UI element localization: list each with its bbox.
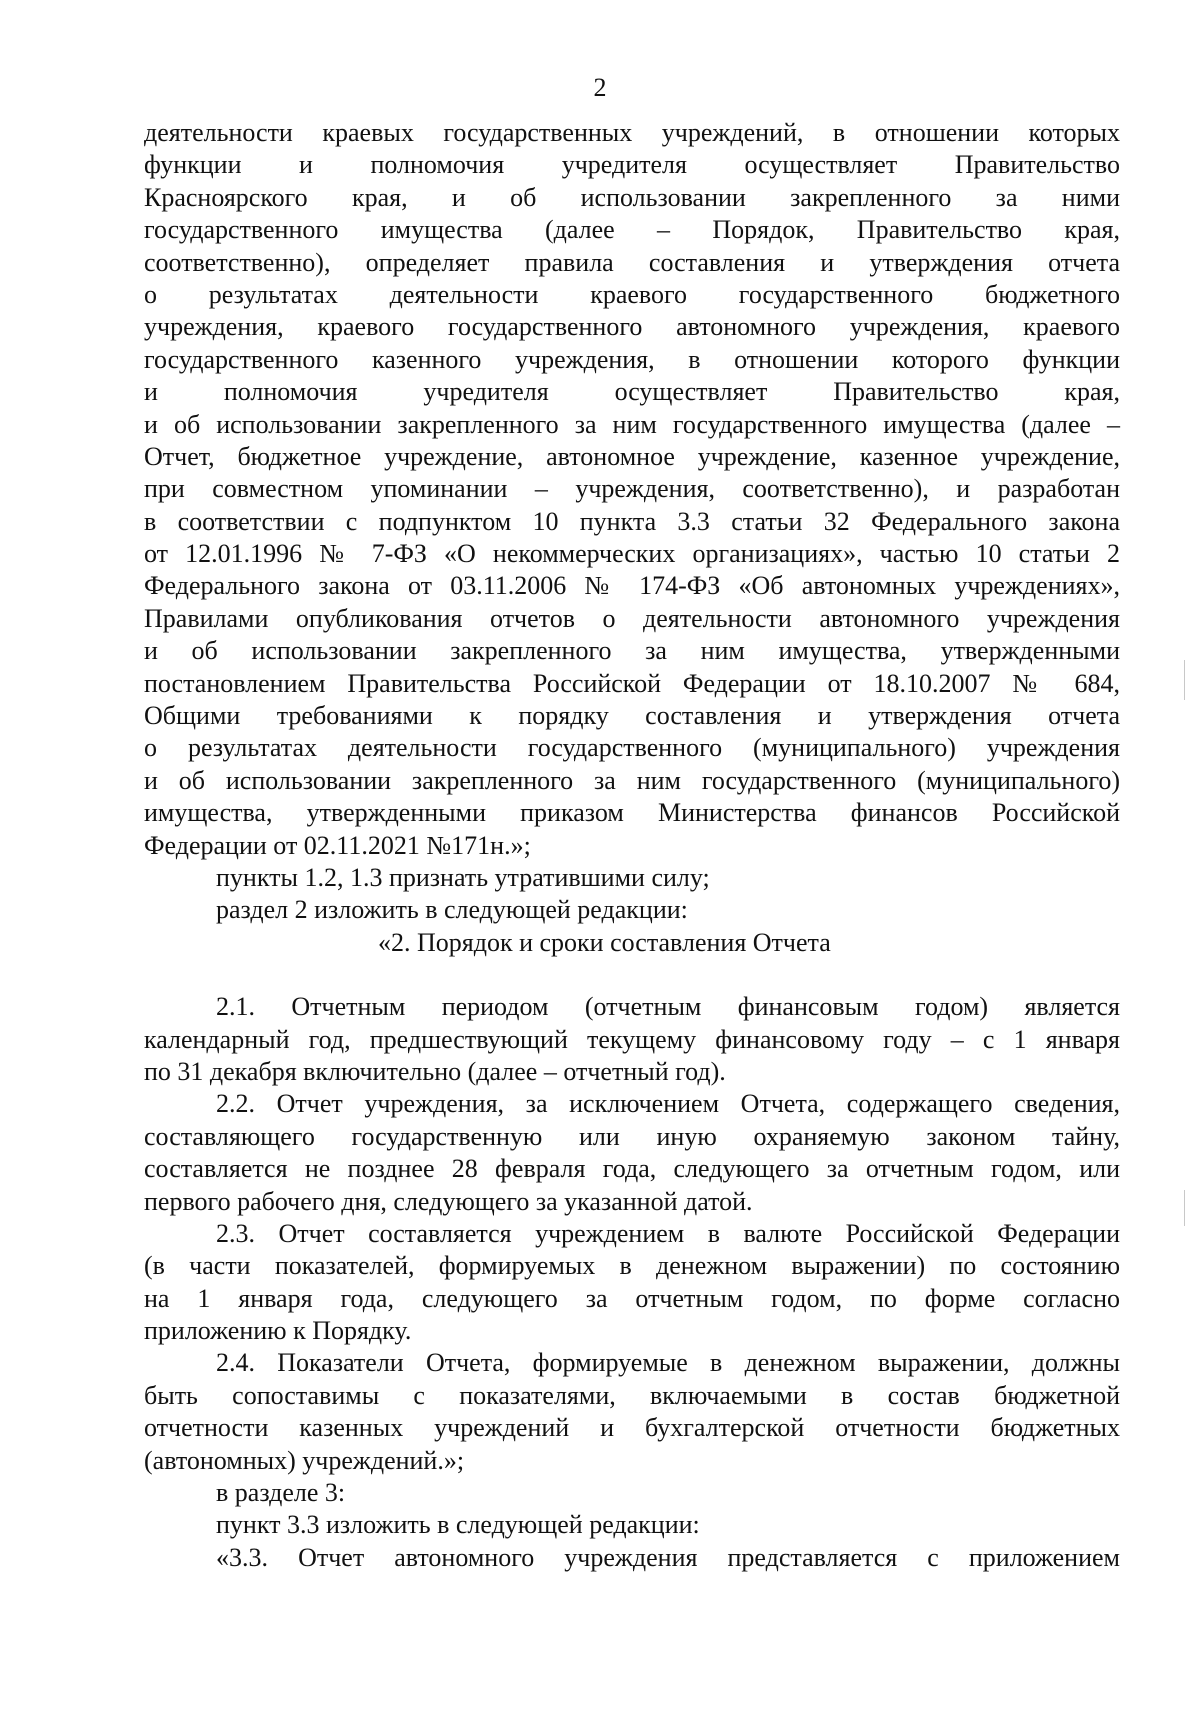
text-line: календарный год, предшествующий текущему финансовому году – с 1 января bbox=[144, 1024, 1120, 1054]
text-line: Отчет, бюджетное учреждение, автономное учреждение, казенное учреждение, bbox=[144, 441, 1120, 471]
text-line: Правилами опубликования отчетов о деятельности автономного учреждения bbox=[144, 603, 1120, 633]
text-line: постановлением Правительства Российской Федерации от 18.10.2007 № 684, bbox=[144, 668, 1120, 698]
text-line: государственного имущества (далее – Порядок, Правительство края, bbox=[144, 215, 1120, 245]
text-line: при совместном упоминании – учреждения, соответственно), и разработан bbox=[144, 474, 1120, 504]
text-line: приложению к Порядку. bbox=[144, 1316, 412, 1346]
text-line: первого рабочего дня, следующего за указанной датой. bbox=[144, 1186, 753, 1216]
text-line: и полномочия учредителя осуществляет Правительство края, bbox=[144, 377, 1120, 407]
paragraph-2-1 bbox=[144, 991, 1120, 1088]
amendment-point-1: пункты 1.2, 1.3 признать утратившими силу; bbox=[216, 862, 710, 892]
text-line: и об использовании закрепленного за ним имущества, утвержденными bbox=[144, 636, 1120, 666]
text-line: 2.2. Отчет учреждения, за исключением Отчета, содержащего сведения, bbox=[216, 1089, 1120, 1119]
text-line: о результатах деятельности государственного (муниципального) учреждения bbox=[144, 733, 1120, 763]
text-line: 2.1. Отчетным периодом (отчетным финансовым годом) является bbox=[216, 992, 1120, 1022]
amendment-point-2: раздел 2 изложить в следующей редакции: bbox=[216, 895, 688, 925]
paragraph-2-3 bbox=[144, 1218, 1120, 1348]
text-line: 2.3. Отчет составляется учреждением в валюте Российской Федерации bbox=[216, 1218, 1120, 1248]
text-line: составляющего государственную или иную охраняемую законом тайну, bbox=[144, 1121, 1120, 1151]
paragraph-2-4 bbox=[144, 1347, 1120, 1477]
text-line: в соответствии с подпунктом 10 пункта 3.3 статьи 32 Федерального закона bbox=[144, 506, 1120, 536]
text-line: о результатах деятельности краевого государственного бюджетного bbox=[144, 279, 1120, 309]
text-line: Федерации от 02.11.2021 №171н.»; bbox=[144, 830, 531, 860]
text-line: 2.4. Показатели Отчета, формируемые в денежном выражении, должны bbox=[216, 1348, 1120, 1378]
section-heading: «2. Порядок и сроки составления Отчета bbox=[378, 927, 831, 957]
text-line: отчетности казенных учреждений и бухгалтерской отчетности бюджетных bbox=[144, 1413, 1120, 1443]
text-line: и об использовании закрепленного за ним государственного имущества (далее – bbox=[144, 409, 1120, 439]
text-line: государственного казенного учреждения, в отношении которого функции bbox=[144, 344, 1120, 374]
text-line: быть сопоставимы с показателями, включаемыми в состав бюджетной bbox=[144, 1380, 1120, 1410]
scan-artifact bbox=[1184, 660, 1185, 700]
text-line: и об использовании закрепленного за ним государственного (муниципального) bbox=[144, 765, 1120, 795]
point-3-3-start: «3.3. Отчет автономного учреждения представляется с приложением bbox=[216, 1542, 1120, 1572]
text-line: деятельности краевых государственных учреждений, в отношении которых bbox=[144, 118, 1120, 147]
text-line: Красноярского края, и об использовании закрепленного за ними bbox=[144, 182, 1120, 212]
document-body bbox=[144, 117, 1120, 1574]
page-number: 2 bbox=[593, 73, 607, 102]
section-3-intro: в разделе 3: bbox=[216, 1478, 346, 1508]
paragraph-2-2 bbox=[144, 1088, 1120, 1218]
text-line: соответственно), определяет правила составления и утверждения отчета bbox=[144, 247, 1120, 277]
text-line: Общими требованиями к порядку составления и утверждения отчета bbox=[144, 701, 1120, 731]
continued-paragraph bbox=[144, 117, 1120, 862]
text-line: по 31 декабря включительно (далее – отчетный год). bbox=[144, 1056, 726, 1086]
text-line: на 1 января года, следующего за отчетным годом, по форме согласно bbox=[144, 1283, 1120, 1313]
text-line: от 12.01.1996 № 7-ФЗ «О некоммерческих организациях», частью 10 статьи 2 bbox=[144, 539, 1120, 569]
scan-artifact bbox=[1184, 1190, 1185, 1226]
text-line: учреждения, краевого государственного автономного учреждения, краевого bbox=[144, 312, 1120, 342]
text-line: Федерального закона от 03.11.2006 № 174-ФЗ «Об автономных учреждениях», bbox=[144, 571, 1120, 601]
text-line: (в части показателей, формируемых в денежном выражении) по состоянию bbox=[144, 1251, 1120, 1281]
text-line: составляется не позднее 28 февраля года, следующего за отчетным годом, или bbox=[144, 1154, 1120, 1184]
text-line: имущества, утвержденными приказом Министерства финансов Российской bbox=[144, 798, 1120, 828]
point-3-3-intro: пункт 3.3 изложить в следующей редакции: bbox=[216, 1510, 700, 1540]
blank-line bbox=[144, 959, 1120, 991]
text-line: (автономных) учреждений.»; bbox=[144, 1445, 465, 1475]
text-line: функции и полномочия учредителя осуществляет Правительство bbox=[144, 150, 1120, 180]
